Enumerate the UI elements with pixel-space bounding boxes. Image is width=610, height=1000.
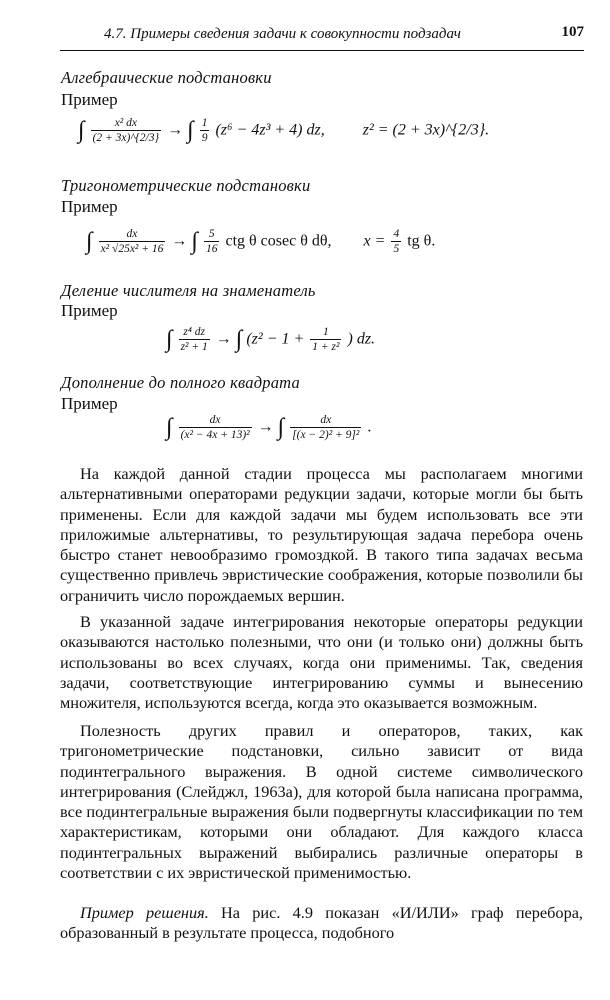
paragraph-example-solution — [60, 903, 583, 944]
reduction-arrow: → — [167, 121, 184, 139]
formula-trig — [86, 227, 435, 257]
integral-sign: ∫ — [187, 117, 194, 144]
formula-division — [166, 325, 375, 355]
fraction-numerator: dx — [179, 413, 252, 428]
fraction-numerator: x² dx — [91, 116, 162, 131]
example-label-4: Пример — [61, 394, 118, 413]
example-label-2: Пример — [61, 197, 118, 216]
section-title-division: Деление числителя на знаменатель — [61, 281, 316, 300]
paragraph-2: В указанной задаче интегрирования некоторые операторы редукции оказываются настолько полезными, что они (и только они) должны быть использованы во всех случаях, когда они применимы. Так, сведения задачи, соответствующие интегрированию суммы и вынесению множителя, используются всегда, когда это оказывается возможным. — [60, 612, 583, 713]
fraction-denominator: x² √25x² + 16 — [100, 243, 164, 255]
fraction-denominator: z² + 1 — [180, 341, 208, 353]
reduction-arrow: → — [215, 330, 232, 348]
formula-rhs-start: (z² − 1 + — [246, 330, 305, 348]
section-title-trig: Тригонометрические подстановки — [61, 176, 311, 195]
formula-rhs: ctg θ cosec θ dθ, — [225, 232, 332, 250]
formula-end: . — [367, 418, 372, 436]
paragraph-3: Полезность других правил и операторов, таких, как тригонометрические подстановки, сильно зависит от вида подинтегрального выражения. В одной системе символического интегрирования (Слейджл, 1963а), для которой была написана программа, все подинтегральные выражения были подвергнуты классификации по тем характеристикам, которыми они обладают. Для каждого класса подинтегральных выражений выбирались различные операторы в соответствии с их эвристической применимостью. — [60, 721, 583, 883]
paragraph-lead: Пример решения. — [80, 903, 209, 922]
fraction-lhs — [179, 413, 252, 443]
example-label-3: Пример — [61, 301, 118, 320]
formula-rhs: (z⁶ − 4z³ + 4) dz, — [215, 121, 325, 139]
fraction-denominator: 9 — [201, 132, 208, 144]
fraction-numerator: 4 — [393, 228, 400, 240]
integral-sign: ∫ — [86, 228, 93, 255]
formula-rhs-end: ) dz. — [347, 330, 376, 348]
fraction-rhs — [290, 413, 361, 443]
fraction-denominator: 1 + z² — [312, 341, 340, 353]
fraction-coef — [204, 227, 220, 257]
header-section-title: 4.7. Примеры сведения задачи к совокупности подзадач — [104, 26, 461, 42]
integral-sign: ∫ — [78, 117, 85, 144]
paragraph-text: На рис. 4.9 показан «И/ИЛИ» граф перебора, образованный в результате процесса, подобного — [60, 903, 584, 943]
formula-substitution-lhs: x = — [363, 232, 386, 250]
fraction-numerator: 5 — [204, 227, 220, 242]
fraction-lhs — [99, 227, 166, 257]
fraction-subst — [391, 227, 401, 257]
fraction-numerator: 1 — [201, 117, 208, 129]
formula-completing-square — [166, 413, 371, 443]
integral-sign: ∫ — [166, 326, 173, 353]
fraction-numerator: z⁴ dz — [179, 325, 210, 340]
integral-sign: ∫ — [235, 326, 243, 353]
fraction-denominator: (2 + 3x)^{2/3} — [92, 132, 160, 144]
integral-sign: ∫ — [166, 414, 173, 441]
fraction-lhs — [179, 325, 210, 355]
fraction-denominator: (x² − 4x + 13)² — [180, 429, 250, 441]
fraction-numerator: 1 — [310, 325, 341, 340]
running-header — [60, 24, 584, 51]
reduction-arrow: → — [171, 232, 188, 250]
page-number: 107 — [561, 24, 584, 40]
fraction-denominator: 5 — [393, 243, 400, 255]
formula-substitution: z² = (2 + 3x)^{2/3}. — [362, 121, 490, 139]
fraction-numerator: dx — [99, 227, 166, 242]
section-title-completing-square: Дополнение до полного квадрата — [61, 373, 300, 392]
fraction-numerator: dx — [290, 413, 361, 428]
section-title-algebraic: Алгебраические подстановки — [61, 68, 272, 87]
paragraph-1: На каждой данной стадии процесса мы располагаем многими альтернативными операторами редукции задачи, которые могли бы быть применены. Если для каждой задачи мы будем использовать все эти приложимые альтернативы, то результирующая задача перебора очень быстро станет невообразимо громоздкой. В такого типа задачах весьма существенно привлечь эвристические соображения, которые позволили бы ограничить число порождаемых вершин. — [60, 464, 583, 605]
fraction-denominator: [(x − 2)² + 9]² — [292, 429, 360, 441]
example-label-1: Пример — [61, 90, 118, 109]
formula-algebraic — [78, 116, 489, 146]
reduction-arrow: → — [257, 418, 274, 436]
integral-sign: ∫ — [191, 228, 198, 255]
fraction-inner — [310, 325, 341, 355]
formula-substitution-rhs: tg θ. — [407, 232, 436, 250]
fraction-coef — [200, 116, 210, 146]
integral-sign: ∫ — [277, 414, 285, 441]
fraction-denominator: 16 — [205, 243, 218, 255]
fraction-lhs — [91, 116, 162, 146]
